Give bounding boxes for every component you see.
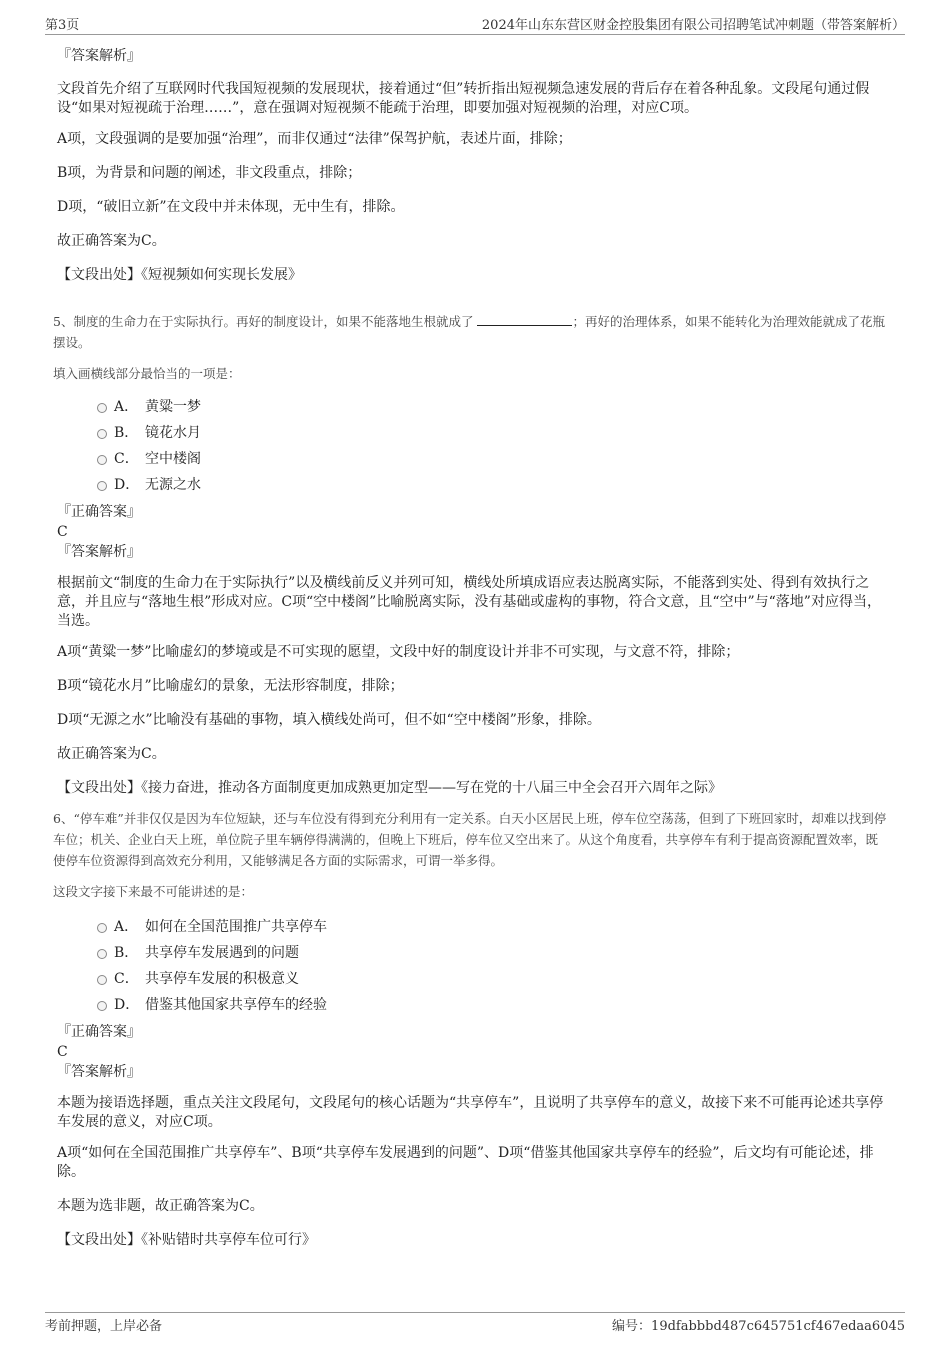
q4-analysis-d: D项，“破旧立新”在文段中并未体现，无中生有，排除。 (57, 199, 405, 215)
page-header (45, 14, 905, 35)
option-letter: D． (114, 997, 140, 1013)
q5-conclusion: 故正确答案为C。 (57, 746, 166, 762)
q6-option-a[interactable] (97, 914, 887, 940)
q6-analysis-label: 『答案解析』 (57, 1064, 141, 1080)
q4-conclusion: 故正确答案为C。 (57, 233, 166, 249)
q5-correct-answer: C (57, 524, 68, 540)
option-text: 镜花水月 (145, 425, 201, 441)
q4-analysis-b: B项，为背景和问题的阐述，非文段重点，排除； (57, 165, 362, 181)
q5-stem (53, 311, 887, 353)
q5-analysis-b: B项“镜花水月”比喻虚幻的景象，无法形容制度，排除； (57, 678, 404, 694)
document-title: 2024年山东东营区财金控股集团有限公司招聘笔试冲刺题（带答案解析） (481, 18, 905, 33)
q5-blank (477, 313, 572, 326)
q4-source: 【文段出处】《短视频如何实现长发展》 (57, 267, 302, 283)
q6-analysis-p1: 本题为接语选择题，重点关注文段尾句，文段尾句的核心话题为“共享停车”，且说明了共享停车的意义，故接下来不可能再论述共享停车发展的意义，对应C项。 (57, 1095, 884, 1130)
q6-prompt: 这段文字接下来最不可能讲述的是： (53, 884, 254, 899)
option-letter: C． (114, 451, 139, 467)
option-text: 空中楼阁 (145, 451, 201, 467)
q5-stem-before: 5、制度的生命力在于实际执行。再好的制度设计，如果不能落地生根就成了 (53, 314, 474, 329)
option-text: 如何在全国范围推广共享停车 (145, 919, 327, 935)
q5-options (57, 394, 887, 498)
q4-analysis-label: 『答案解析』 (57, 48, 141, 64)
page-footer (45, 1312, 905, 1334)
footer-slogan: 考前押题，上岸必备 (45, 1319, 163, 1334)
option-text: 共享停车发展遇到的问题 (145, 945, 299, 961)
q5-option-a[interactable] (97, 394, 887, 420)
option-letter: A． (114, 399, 139, 415)
q6-option-d[interactable] (97, 992, 887, 1018)
q5-analysis-d: D项“无源之水”比喻没有基础的事物，填入横线处尚可，但不如“空中楼阁”形象，排除。 (57, 712, 601, 728)
radio-icon[interactable] (97, 975, 107, 985)
q5-analysis-label: 『答案解析』 (57, 544, 141, 560)
q6-options (57, 914, 887, 1018)
radio-icon[interactable] (97, 949, 107, 959)
document-code: 编号：19dfabbbd487c645751cf467edaa6045 (612, 1319, 905, 1334)
option-text: 无源之水 (145, 477, 201, 493)
option-letter: B． (114, 945, 139, 961)
q6-correct-label: 『正确答案』 (57, 1024, 141, 1040)
q4-analysis-a: A项，文段强调的是要加强“治理”，而非仅通过“法律”保驾护航，表述片面，排除； (57, 131, 572, 147)
q6-source: 【文段出处】《补贴错时共享停车位可行》 (57, 1232, 316, 1248)
q6-analysis-p2: A项“如何在全国范围推广共享停车”、B项“共享停车发展遇到的问题”、D项“借鉴其他国家共享停车的经验”，后文均有可能论述，排除。 (57, 1145, 874, 1180)
option-letter: A． (114, 919, 139, 935)
q6-conclusion: 本题为选非题，故正确答案为C。 (57, 1198, 264, 1214)
radio-icon[interactable] (97, 429, 107, 439)
q5-option-c[interactable] (97, 446, 887, 472)
q6-correct-answer: C (57, 1044, 68, 1060)
option-text: 黄粱一梦 (145, 399, 201, 415)
page-number: 第3页 (45, 18, 80, 33)
q5-prompt: 填入画横线部分最恰当的一项是： (53, 366, 241, 381)
option-letter: C． (114, 971, 139, 987)
q4-analysis-p1: 文段首先介绍了互联网时代我国短视频的发展现状，接着通过“但”转折指出短视频急速发展的背后存在着各种乱象。文段尾句通过假设“如果对短视疏于治理……”，意在强调对短视频不能疏于治理，即要加强对短视频的治理，对应C项。 (57, 81, 870, 116)
option-text: 共享停车发展的积极意义 (145, 971, 299, 987)
option-text: 借鉴其他国家共享停车的经验 (145, 997, 327, 1013)
q5-correct-label: 『正确答案』 (57, 504, 141, 520)
q5-option-b[interactable] (97, 420, 887, 446)
option-letter: D． (114, 477, 140, 493)
radio-icon[interactable] (97, 923, 107, 933)
radio-icon[interactable] (97, 403, 107, 413)
q5-option-d[interactable] (97, 472, 887, 498)
q6-stem: 6、“停车难”并非仅仅是因为车位短缺，还与车位没有得到充分利用有一定关系。白天小区居民上班，停车位空荡荡，但到了下班回家时，却难以找到停车位；机关、企业白天上班，单位院子里车辆停得满满的，但晚上下班后，停车位又空出来了。从这个角度看，共享停车有利于提高资源配置效率，既使停车位资源得到高效充分利用，又能够满足各方面的实际需求，可谓一举多得。 (53, 811, 887, 868)
q6-option-b[interactable] (97, 940, 887, 966)
q5-source: 【文段出处】《接力奋进，推动各方面制度更加成熟更加定型——写在党的十八届三中全会召开六周年之际》 (57, 780, 722, 796)
q5-analysis-a: A项“黄粱一梦”比喻虚幻的梦境或是不可实现的愿望，文段中好的制度设计并非不可实现，与文意不符，排除； (57, 644, 740, 660)
q5-analysis-p1: 根据前文“制度的生命力在于实际执行”以及横线前反义并列可知，横线处所填成语应表达脱离实际，不能落到实处、得到有效执行之意，并且应与“落地生根”形成对应。C项“空中楼阁”比喻脱离实际，没有基础或虚构的事物，符合文意，且“空中”与“落地”对应得当，当选。 (57, 575, 881, 629)
radio-icon[interactable] (97, 1001, 107, 1011)
document-body (53, 46, 887, 1250)
option-letter: B． (114, 425, 139, 441)
q6-option-c[interactable] (97, 966, 887, 992)
radio-icon[interactable] (97, 455, 107, 465)
radio-icon[interactable] (97, 481, 107, 491)
q5-stem-after: ；再好的治理体系，如果不能转化为治理效能就成了花瓶摆设。 (53, 314, 885, 350)
